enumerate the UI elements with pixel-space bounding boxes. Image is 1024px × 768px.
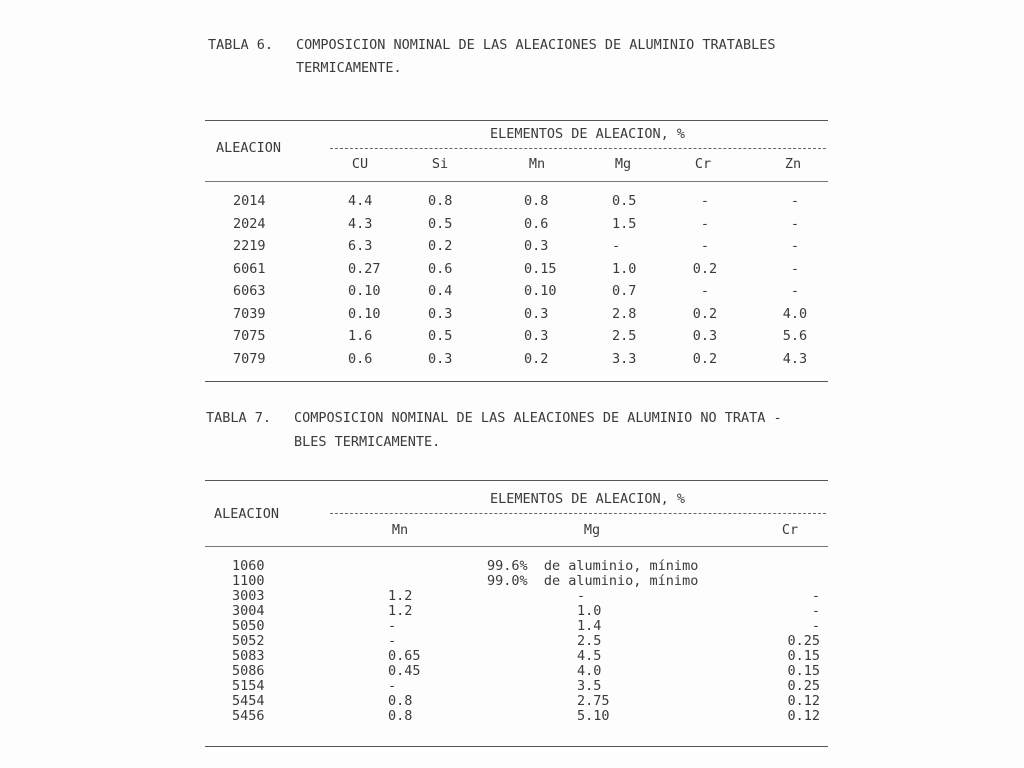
table6-cell-value: 0.2 [692,306,718,322]
table7-cell-value: - [811,588,820,604]
table7-cell-value: 0.8 [388,693,413,709]
table6-cell-value: - [790,283,800,299]
table6-cell-value: 0.10 [348,283,381,299]
table7-cell-value: 2.75 [577,693,610,709]
table6-cell-value: 2.5 [612,328,637,344]
table6-cell-value: 0.2 [692,351,718,367]
table6-cell-value: 4.4 [348,193,373,209]
table7-group-header: ELEMENTOS DE ALEACION, % [490,491,686,507]
table6-cell-value: 0.6 [524,216,549,232]
table6-cell-alloy: 2219 [233,238,266,254]
table7-cell-value: 0.15 [787,663,820,679]
table6-cell-value: 4.3 [348,216,373,232]
table6-cell-value: - [790,216,800,232]
table6-cell-value: 6.3 [348,238,373,254]
table6-cell-value: 3.3 [612,351,637,367]
table6-col-mg: Mg [614,156,632,172]
table6-cell-value: - [790,261,800,277]
table7-cell-value: 0.25 [787,633,820,649]
table7-cell-value: 1.2 [388,603,413,619]
table6-cell-value: 0.10 [348,306,381,322]
table7-cell-value: - [388,618,397,634]
table6-group-dash [330,148,826,149]
table6-col-si: Si [431,156,449,172]
table7-cell-value: - [577,588,586,604]
table7-cell-alloy: 1060 [232,558,265,574]
table6-cell-value: 0.5 [428,328,453,344]
table6-cell-value: 4.3 [782,351,808,367]
table6-cell-value: - [790,238,800,254]
table6-cell-value: 1.5 [612,216,637,232]
table7-cell-value: - [811,603,820,619]
table7-col-mg: Mg [583,522,601,538]
table6-title-line2: TERMICAMENTE. [296,60,402,76]
table6-cell-value: 0.5 [612,193,637,209]
table6-group-header: ELEMENTOS DE ALEACION, % [490,126,686,142]
table6-cell-value: 0.3 [692,328,718,344]
table6-cell-value: 0.3 [524,328,549,344]
table6-top-rule [205,120,828,121]
table6-cell-alloy: 7075 [233,328,266,344]
table7-cell-alloy: 5050 [232,618,265,634]
table6-cell-value: 0.2 [692,261,718,277]
table6-cell-value: - [700,238,710,254]
table6-cell-value: 0.15 [524,261,557,277]
table6-cell-value: 0.5 [428,216,453,232]
table6-col-cr: Cr [694,156,712,172]
table6-cell-value: - [700,216,710,232]
table6-col-zn: Zn [784,156,802,172]
table7-cell-value: 0.12 [787,708,820,724]
table7-cell-value: 3.5 [577,678,602,694]
table6-cell-value: 4.0 [782,306,808,322]
table7-row-header: ALEACION [214,506,280,522]
table7-cell-alloy: 5454 [232,693,265,709]
table7-cell-value: 0.8 [388,708,413,724]
table7-cell-value: 0.25 [787,678,820,694]
table7-col-mn: Mn [391,522,409,538]
table6-col-mn: Mn [528,156,546,172]
table7-cell-value: - [388,633,397,649]
table6-cell-value: 0.4 [428,283,453,299]
table6-cell-alloy: 6061 [233,261,266,277]
table6-title-line1: COMPOSICION NOMINAL DE LAS ALEACIONES DE ALUMINIO TRATABLES [296,37,776,53]
table7-cell-alloy: 3004 [232,603,265,619]
table6-label: TABLA 6. [208,37,274,53]
table6-cell-value: 0.6 [428,261,453,277]
table6-cell-value: 2.8 [612,306,637,322]
table6-cell-value: 0.6 [348,351,373,367]
table7-cell-value: 0.45 [388,663,421,679]
table7-cell-alloy: 3003 [232,588,265,604]
table6-bottom-rule [205,381,828,382]
table7-cell-value: - [388,678,397,694]
table7-note-text: 99.0% de aluminio, mínimo [487,573,699,589]
table6-row-header: ALEACION [216,140,282,156]
table7-header-rule [205,546,828,547]
table6-cell-value: - [612,238,621,254]
table6-cell-value: - [790,193,800,209]
table7-cell-alloy: 1100 [232,573,265,589]
table6-cell-value: 0.27 [348,261,381,277]
table6-cell-alloy: 6063 [233,283,266,299]
table6-cell-value: - [700,283,710,299]
table6-cell-alloy: 2024 [233,216,266,232]
table7-cell-value: 1.0 [577,603,602,619]
table6-cell-value: 0.3 [428,306,453,322]
table7-top-rule [205,480,828,481]
table6-cell-value: 1.0 [612,261,637,277]
table7-col-cr: Cr [781,522,799,538]
table6-cell-value: 0.2 [524,351,549,367]
table6-cell-value: 0.2 [428,238,453,254]
table7-cell-alloy: 5052 [232,633,265,649]
table7-group-dash [330,513,826,514]
table7-cell-value: - [811,618,820,634]
table7-label: TABLA 7. [206,410,272,426]
table6-cell-alloy: 7079 [233,351,266,367]
table7-cell-alloy: 5086 [232,663,265,679]
table7-cell-value: 4.5 [577,648,602,664]
table6-cell-value: 0.3 [428,351,453,367]
table7-cell-value: 0.12 [787,693,820,709]
table7-cell-value: 0.65 [388,648,421,664]
table6-cell-value: 0.10 [524,283,557,299]
table6-cell-value: - [700,193,710,209]
table7-cell-value: 4.0 [577,663,602,679]
table7-cell-value: 1.2 [388,588,413,604]
table6-cell-value: 0.3 [524,238,549,254]
table7-cell-value: 2.5 [577,633,602,649]
table6-cell-value: 0.7 [612,283,637,299]
table6-col-cu: CU [351,156,369,172]
table7-title-line2: BLES TERMICAMENTE. [294,434,441,450]
table7-bottom-rule [205,746,828,747]
table7-note-text: 99.6% de aluminio, mínimo [487,558,699,574]
table6-cell-value: 0.8 [428,193,453,209]
table7-cell-alloy: 5083 [232,648,265,664]
table6-cell-value: 0.3 [524,306,549,322]
table7-cell-value: 1.4 [577,618,602,634]
table6-cell-value: 1.6 [348,328,373,344]
table6-header-rule [205,181,828,182]
table7-cell-alloy: 5456 [232,708,265,724]
table7-title-line1: COMPOSICION NOMINAL DE LAS ALEACIONES DE ALUMINIO NO TRATA - [294,410,782,426]
table7-cell-value: 5.10 [577,708,610,724]
table7-cell-alloy: 5154 [232,678,265,694]
table6-cell-value: 5.6 [782,328,808,344]
table6-cell-value: 0.8 [524,193,549,209]
table6-cell-alloy: 2014 [233,193,266,209]
table7-cell-value: 0.15 [787,648,820,664]
table6-cell-alloy: 7039 [233,306,266,322]
